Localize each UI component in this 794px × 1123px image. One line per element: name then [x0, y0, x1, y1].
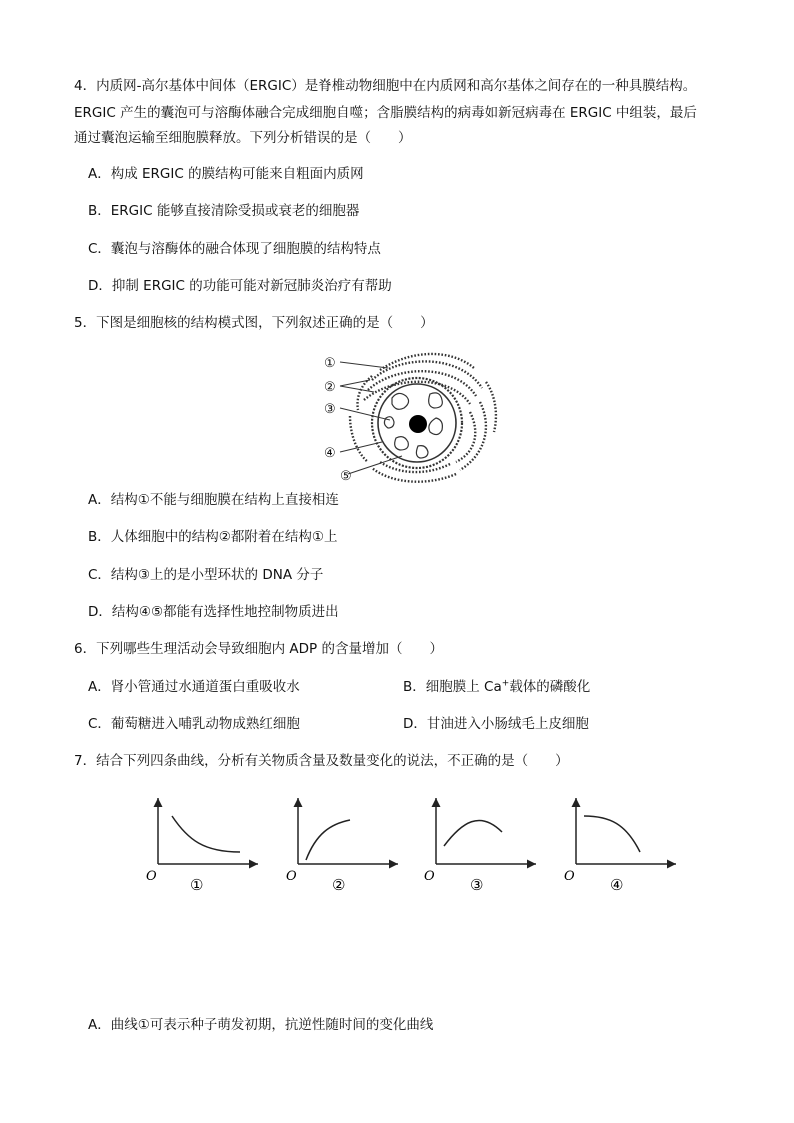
- label-3: ③: [324, 402, 336, 417]
- q6-option-b-pre: B．细胞膜上 Ca: [403, 679, 502, 695]
- graph-2: [286, 798, 398, 894]
- q5-option-c: C．结构③上的是小型环状的 DNA 分子: [88, 567, 324, 583]
- nucleus-diagram: [310, 346, 500, 486]
- graph-label-3: ③: [470, 876, 484, 894]
- q4-stem-line-2: ERGIC 产生的囊泡可与溶酶体融合完成细胞自噬；含脂膜结构的病毒如新冠病毒在 ERGIC 中组装，最后: [74, 105, 697, 121]
- q6-stem: 6．下列哪些生理活动会导致细胞内 ADP 的含量增加（ ）: [74, 641, 443, 657]
- label-5: ⑤: [340, 469, 352, 484]
- graph-4: [564, 798, 676, 894]
- q6-option-c: C．葡萄糖进入哺乳动物成熟红细胞: [88, 716, 300, 732]
- q4-option-c: C．囊泡与溶酶体的融合体现了细胞膜的结构特点: [88, 241, 381, 257]
- label-1: ①: [324, 356, 336, 371]
- origin-3: O: [424, 869, 435, 884]
- origin-2: O: [286, 869, 297, 884]
- nucleolus: [409, 415, 427, 433]
- q4-option-b: B．ERGIC 能够直接清除受损或衰老的细胞器: [88, 203, 360, 219]
- q7-curve-graphs: [140, 794, 700, 904]
- label-4: ④: [324, 446, 336, 461]
- q5-option-d: D．结构④⑤都能有选择性地控制物质进出: [88, 604, 339, 620]
- q6-option-d: D．甘油进入小肠绒毛上皮细胞: [403, 716, 589, 732]
- q5-option-b: B．人体细胞中的结构②都附着在结构①上: [88, 529, 338, 545]
- q4-stem-line-1: 4．内质网-高尔基体中间体（ERGIC）是脊椎动物细胞中在内质网和高尔基体之间存在的一种具膜结构。: [74, 78, 697, 94]
- q6-option-a: A．肾小管通过水通道蛋白重吸收水: [88, 679, 300, 695]
- graph-label-4: ④: [610, 876, 624, 894]
- curve-4: [584, 816, 640, 852]
- q4-option-a: A．构成 ERGIC 的膜结构可能来自粗面内质网: [88, 166, 364, 182]
- q7-option-a: A．曲线①可表示种子萌发初期，抗逆性随时间的变化曲线: [88, 1017, 434, 1033]
- q5-option-a: A．结构①不能与细胞膜在结构上直接相连: [88, 492, 339, 508]
- q5-stem: 5．下图是细胞核的结构模式图，下列叙述正确的是（ ）: [74, 315, 434, 331]
- q4-stem-line-3: 通过囊泡运输至细胞膜释放。下列分析错误的是（ ）: [74, 130, 412, 146]
- graph-1: [146, 798, 258, 894]
- label-2: ②: [324, 380, 336, 395]
- q4-option-d: D．抑制 ERGIC 的功能可能对新冠肺炎治疗有帮助: [88, 278, 392, 294]
- q6-option-b-sup: +: [501, 678, 510, 689]
- q6-option-b: [403, 677, 590, 697]
- q7-stem: 7．结合下列四条曲线，分析有关物质含量及数量变化的说法，不正确的是（ ）: [74, 753, 569, 769]
- graph-3: [424, 798, 536, 894]
- graph-label-2: ②: [332, 876, 346, 894]
- q6-option-b-post: 载体的磷酸化: [509, 679, 591, 695]
- origin-4: O: [564, 869, 575, 884]
- origin-1: O: [146, 869, 157, 884]
- curve-3: [444, 820, 502, 846]
- curve-2: [306, 820, 350, 860]
- curve-1: [172, 816, 240, 852]
- graph-label-1: ①: [190, 876, 204, 894]
